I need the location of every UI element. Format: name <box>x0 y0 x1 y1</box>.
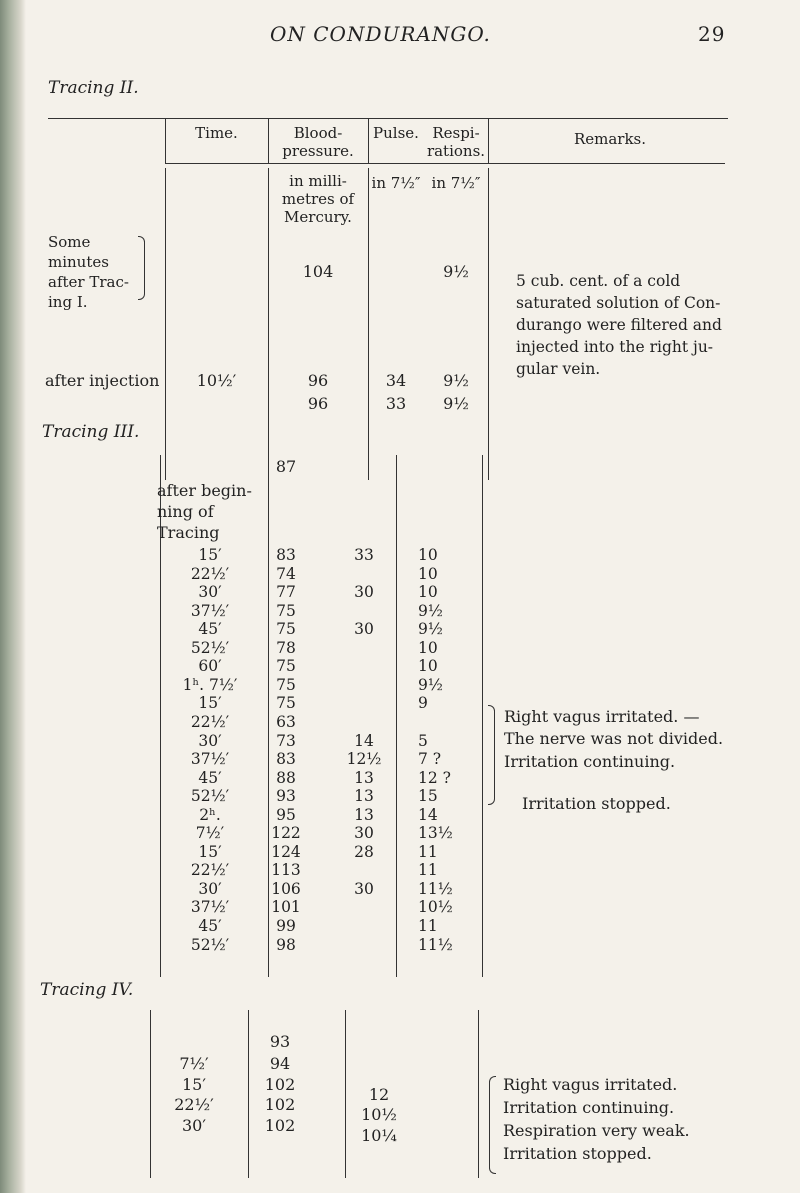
t3-cell-time: 2ʰ. <box>199 806 221 824</box>
t3-cell-resp: 9½ <box>418 676 443 694</box>
t2-row-label-2: after injection <box>45 371 160 390</box>
t3-cell-bp: 75 <box>276 676 296 694</box>
t3-cell-bp: 122 <box>271 824 301 842</box>
t3-cell-bp: 88 <box>276 769 296 787</box>
t4-cell-bp: 102 <box>264 1116 296 1135</box>
t3-cell-resp: 10 <box>418 583 438 601</box>
t3-cell-bp: 106 <box>271 880 301 898</box>
t3-cell-pulse: 33 <box>354 546 374 564</box>
t3-cell-resp: 10½ <box>418 898 453 916</box>
table-top-rule <box>48 118 728 119</box>
t3-cell-resp: 9½ <box>418 602 443 620</box>
t3-cell-resp: 9 <box>418 694 428 712</box>
col-header-remarks: Remarks. <box>573 130 647 148</box>
t2-r1-resp: 9½ <box>443 262 469 281</box>
t3-cell-resp: 10 <box>418 565 438 583</box>
t2-r2-bp: 96 <box>307 371 329 390</box>
t3-cell-bp: 95 <box>276 806 296 824</box>
col-header-time: Time. <box>195 124 238 142</box>
t4-cell-pulse: 10¼ <box>361 1126 397 1145</box>
header-bottom-rule <box>165 163 725 164</box>
t3-cell-time: 7½′ <box>195 824 225 842</box>
t3-cell-pulse: 30 <box>354 880 374 898</box>
t3-cell-resp: 13½ <box>418 824 453 842</box>
t3-cell-time: 52½′ <box>190 787 230 805</box>
t3-first-bp: 87 <box>275 457 297 476</box>
t4-remark-4: Irritation stopped. <box>503 1144 652 1163</box>
t2-rule-pulse <box>368 168 369 480</box>
t3-cell-resp: 11 <box>418 917 438 935</box>
t3-cell-time: 37½′ <box>190 750 230 768</box>
t4-cell-time: 30′ <box>182 1116 206 1135</box>
t3-cell-resp: 10 <box>418 657 438 675</box>
col-divider-resp <box>488 118 489 164</box>
t3-cell-resp: 15 <box>418 787 438 805</box>
t2-r1-bp: 104 <box>302 262 334 281</box>
t3-cell-pulse: 14 <box>354 732 374 750</box>
t4-remark-brace <box>489 1076 496 1174</box>
t3-remark-1: Right vagus irritated. — The nerve was not divided. <box>504 707 724 748</box>
t3-cell-time: 45′ <box>198 769 222 787</box>
t3-cell-bp: 83 <box>276 546 296 564</box>
t4-cell-time: 7½′ <box>179 1054 209 1073</box>
t3-cell-bp: 74 <box>276 565 296 583</box>
t3-cell-pulse: 30 <box>354 620 374 638</box>
t3-remark-3: Irritation stopped. <box>522 794 671 813</box>
t3-cell-time: 45′ <box>198 917 222 935</box>
t2-rule-resp <box>488 168 489 480</box>
t3-cell-resp: 7 ? <box>418 750 442 768</box>
t3-cell-time: 15′ <box>198 546 222 564</box>
t3-cell-time: 30′ <box>198 880 222 898</box>
t3-cell-resp: 10 <box>418 639 438 657</box>
t3-cell-resp: 11 <box>418 861 438 879</box>
t3-cell-resp: 5 <box>418 732 428 750</box>
t3-cell-time: 15′ <box>198 843 222 861</box>
unit-resp: in 7½″ <box>431 174 481 192</box>
t3-cell-bp: 75 <box>276 694 296 712</box>
t2-r3-bp: 96 <box>307 394 329 413</box>
section-tracing-4: Tracing IV. <box>40 980 134 1000</box>
t3-cell-resp: 11½ <box>418 936 453 954</box>
t3-cell-resp: 10 <box>418 546 438 564</box>
t3-cell-pulse: 13 <box>354 769 374 787</box>
unit-blood: in milli-metres of Mercury. <box>281 172 355 226</box>
t2-row-label-1: Some minutes after Trac-ing I. <box>48 233 129 311</box>
t2-r2-time: 10½′ <box>196 371 237 390</box>
t3-cell-pulse: 30 <box>354 583 374 601</box>
t4-cell-bp: 102 <box>264 1075 296 1094</box>
t2-remark: 5 cub. cent. of a cold saturated solution of Con-durango were filtered and injected into the right ju-gular vein. <box>516 272 722 378</box>
t3-cell-bp: 77 <box>276 583 296 601</box>
t3-cell-time: 37½′ <box>190 602 230 620</box>
t3-cell-bp: 101 <box>271 898 301 916</box>
t3-cell-bp: 93 <box>276 787 296 805</box>
t3-cell-time: 52½′ <box>190 639 230 657</box>
unit-pulse: in 7½″ <box>371 174 421 192</box>
t4-cell-pulse: 12 <box>368 1085 390 1104</box>
col-header-resp: Respi-rations. <box>426 124 486 160</box>
t4-cell-pulse: 10½ <box>361 1105 397 1124</box>
section-tracing-3: Tracing III. <box>42 422 140 442</box>
t3-cell-time: 37½′ <box>190 898 230 916</box>
t4-rule-pulse <box>345 1010 346 1178</box>
col-header-blood: Blood-pressure. <box>282 124 354 160</box>
t3-cell-pulse: 13 <box>354 787 374 805</box>
t2-r2-pulse: 34 <box>385 371 407 390</box>
t3-cell-time: 60′ <box>198 657 222 675</box>
t3-cell-time: 30′ <box>198 583 222 601</box>
t2-rule-time <box>165 168 166 480</box>
t3-cell-pulse: 13 <box>354 806 374 824</box>
t3-cell-resp: 14 <box>418 806 438 824</box>
t4-cell-time: 22½′ <box>174 1095 214 1114</box>
t4-first-bp: 93 <box>269 1032 291 1051</box>
t3-cell-bp: 83 <box>276 750 296 768</box>
t3-cell-time: 52½′ <box>190 936 230 954</box>
t3-cell-bp: 78 <box>276 639 296 657</box>
t4-rule-left <box>150 1010 151 1178</box>
t4-remark-2: Irritation continuing. <box>503 1098 675 1117</box>
t3-after-label: after begin-ning of Tracing <box>157 481 252 542</box>
t3-cell-time: 22½′ <box>190 861 230 879</box>
t3-cell-resp: 11 <box>418 843 438 861</box>
t3-cell-time: 22½′ <box>190 713 230 731</box>
t2-r3-resp: 9½ <box>443 394 469 413</box>
t4-rule-blood <box>248 1010 249 1178</box>
t3-cell-time: 15′ <box>198 694 222 712</box>
t3-cell-time: 1ʰ. 7½′ <box>182 676 238 694</box>
t3-cell-pulse: 28 <box>354 843 374 861</box>
section-tracing-2: Tracing II. <box>48 78 139 98</box>
t3-cell-bp: 75 <box>276 602 296 620</box>
page-binding-edge <box>0 0 26 1193</box>
t3-cell-pulse: 12½ <box>346 750 382 768</box>
t3-cell-bp: 73 <box>276 732 296 750</box>
t3-cell-resp: 11½ <box>418 880 453 898</box>
t2-label-brace <box>138 236 145 300</box>
t3-cell-time: 22½′ <box>190 565 230 583</box>
t4-cell-time: 15′ <box>182 1075 206 1094</box>
page-number: 29 <box>698 22 726 46</box>
t4-cell-bp: 94 <box>269 1054 291 1073</box>
t4-rule-resp <box>478 1010 479 1178</box>
t3-cell-resp: 9½ <box>418 620 443 638</box>
t3-cell-bp: 75 <box>276 620 296 638</box>
t3-cell-bp: 124 <box>271 843 301 861</box>
t3-cell-bp: 99 <box>276 917 296 935</box>
t3-remark-2: Irritation continuing. <box>504 752 676 771</box>
t3-remark-brace <box>488 705 495 805</box>
col-divider-blood <box>268 118 269 164</box>
t2-r3-pulse: 33 <box>385 394 407 413</box>
t4-cell-bp: 102 <box>264 1095 296 1114</box>
t3-cell-bp: 113 <box>271 861 301 879</box>
t3-cell-time: 45′ <box>198 620 222 638</box>
t4-remark-1: Right vagus irritated. <box>503 1075 678 1094</box>
t3-rule-resp <box>482 455 483 977</box>
t3-rule-pulse <box>396 455 397 977</box>
t4-remark-3: Respiration very weak. <box>503 1121 690 1140</box>
t3-cell-bp: 75 <box>276 657 296 675</box>
t2-r2-resp: 9½ <box>443 371 469 390</box>
col-header-pulse: Pulse. <box>373 124 419 142</box>
t3-cell-resp: 12 ? <box>418 769 451 787</box>
t3-cell-bp: 63 <box>276 713 296 731</box>
t3-cell-pulse: 30 <box>354 824 374 842</box>
t3-cell-time: 30′ <box>198 732 222 750</box>
t3-cell-bp: 98 <box>276 936 296 954</box>
running-title: ON CONDURANGO. <box>270 22 491 46</box>
